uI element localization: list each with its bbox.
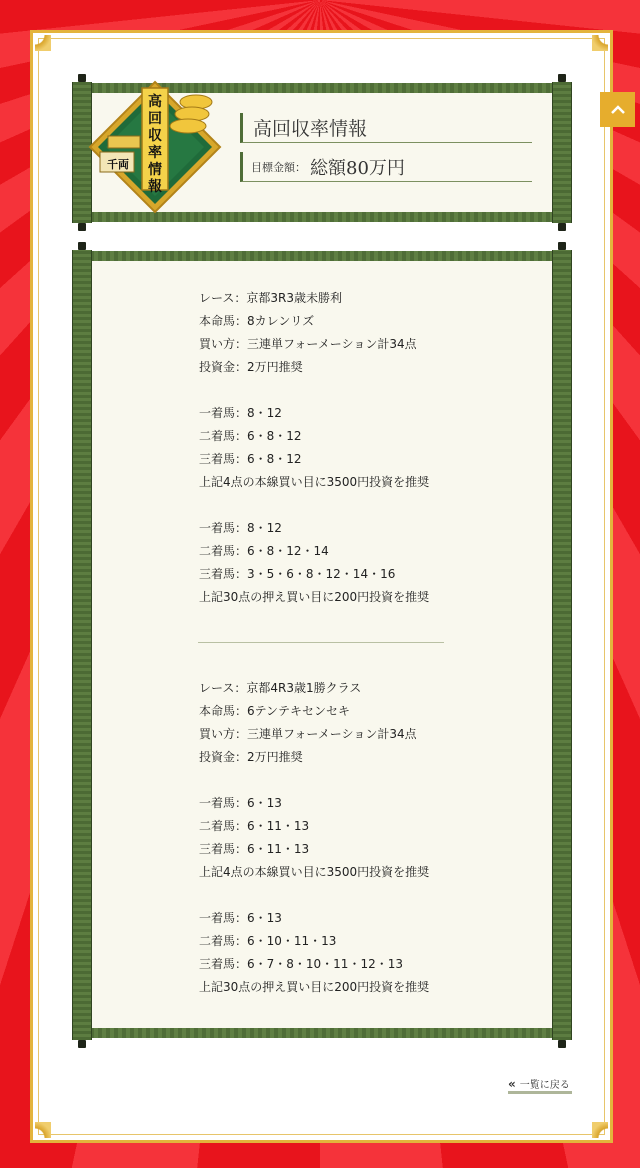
target-value: 総額80万円 — [310, 157, 405, 179]
race-divider — [198, 642, 444, 643]
scroll-bottom-border — [90, 1028, 552, 1038]
race-line: 買い方：三連単フォーメーション計34点 — [199, 727, 417, 741]
bet-line: 三着馬：6・11・13 — [199, 842, 310, 856]
bet-line: 二着馬：6・10・11・13 — [199, 934, 337, 948]
bet-line: 一着馬：8・12 — [199, 406, 282, 420]
bet-line: 二着馬：6・8・12・14 — [199, 544, 329, 558]
scroll-rod-right — [552, 250, 572, 1040]
corner-ornament — [592, 35, 608, 51]
race-line: 投資金：2万円推奨 — [199, 750, 303, 764]
target-amount — [240, 152, 532, 182]
badge-coin-label: 千両 — [107, 158, 129, 171]
corner-ornament — [35, 1122, 51, 1138]
bet-line: 一着馬：6・13 — [199, 796, 282, 810]
bet-line: 一着馬：8・12 — [199, 521, 282, 535]
corner-ornament — [35, 35, 51, 51]
race-info — [199, 287, 417, 379]
race-line: 本命馬：6テンテキセンセキ — [199, 704, 351, 718]
bet-line: 上記4点の本線買い目に3500円投資を推奨 — [199, 475, 430, 489]
sub-bet — [199, 517, 429, 609]
main-bet — [199, 792, 429, 884]
scroll-rod-left — [72, 250, 92, 1040]
bet-line: 二着馬：6・8・12 — [199, 429, 302, 443]
bet-line: 三着馬：6・7・8・10・11・12・13 — [199, 957, 403, 971]
bet-line: 上記30点の押え買い目に200円投資を推奨 — [199, 980, 430, 994]
page-title: 高回収率情報 — [240, 113, 532, 143]
bet-line: 上記30点の押え買い目に200円投資を推奨 — [199, 590, 430, 604]
corner-ornament — [592, 1122, 608, 1138]
double-chevron-left-icon: « — [508, 1076, 516, 1091]
race-line: レース：京都4R3歳1勝クラス — [199, 681, 362, 695]
bet-line: 一着馬：6・13 — [199, 911, 282, 925]
race-line: レース：京都3R3歳未勝利 — [199, 291, 343, 305]
scroll-rod-right — [552, 82, 572, 223]
bet-line: 三着馬：3・5・6・8・12・14・16 — [199, 567, 396, 581]
bet-line: 上記4点の本線買い目に3500円投資を推奨 — [199, 865, 430, 879]
high-return-badge — [88, 80, 222, 214]
back-link-label: 一覧に戻る — [519, 1080, 570, 1091]
scroll-to-top-button[interactable] — [600, 92, 635, 127]
race-line: 本命馬：8カレンリズ — [199, 314, 315, 328]
scroll-top-border — [90, 251, 552, 261]
back-to-list-link[interactable] — [508, 1076, 572, 1094]
main-bet — [199, 402, 429, 494]
header-title-block — [240, 113, 532, 182]
sub-bet — [199, 907, 429, 999]
bet-line: 三着馬：6・8・12 — [199, 452, 302, 466]
race-line: 投資金：2万円推奨 — [199, 360, 303, 374]
bet-line: 二着馬：6・11・13 — [199, 819, 310, 833]
target-label: 目標金額： — [251, 160, 306, 174]
race-info — [199, 677, 417, 769]
chevron-up-icon — [610, 105, 626, 115]
race-line: 買い方：三連単フォーメーション計34点 — [199, 337, 417, 351]
badge-label: 高回収率情報 — [148, 94, 162, 195]
